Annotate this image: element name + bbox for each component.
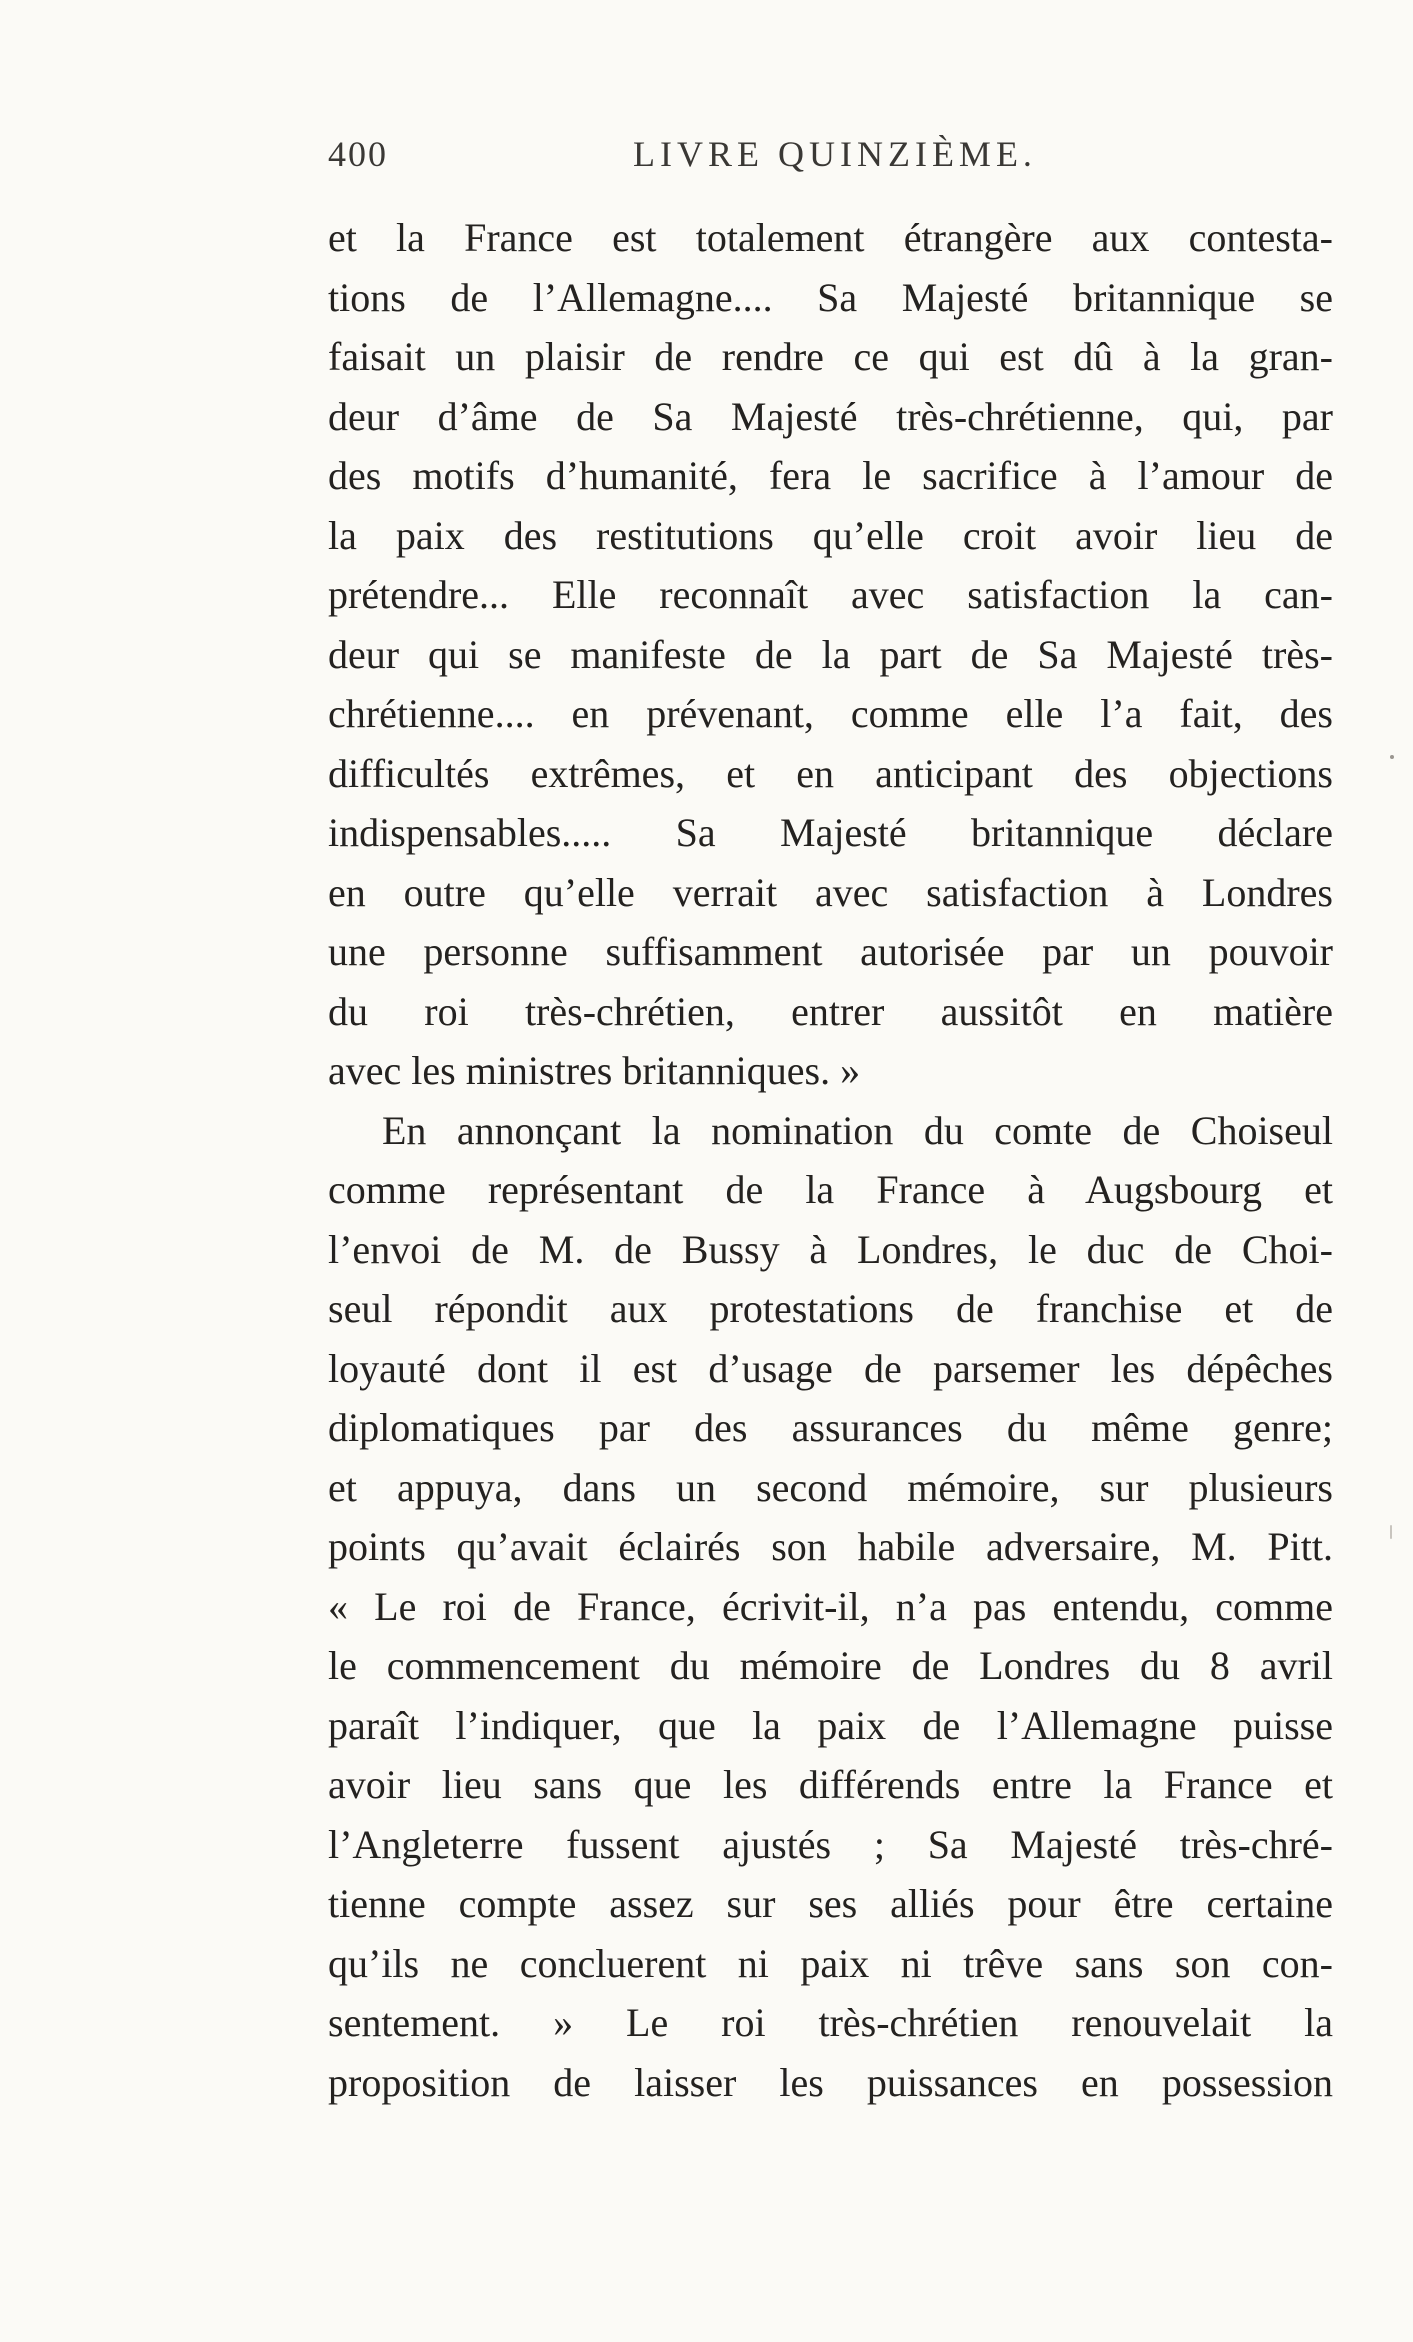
text-line: l’envoi de M. de Bussy à Londres, le duc de Choi- — [328, 1226, 1333, 1272]
text-line: indispensables..... Sa Majesté britannique déclare — [328, 810, 1333, 855]
text-line: avec les ministres britanniques. » — [328, 1048, 861, 1093]
text-line: proposition de laisser les puissances en possession — [328, 2059, 1333, 2105]
text-line: avoir lieu sans que les différends entre la France et — [328, 1762, 1333, 1807]
text-line: chrétienne.... en prévenant, comme elle l’a fait, des — [328, 691, 1333, 736]
text-line: paraît l’indiquer, que la paix de l’Allemagne puisse — [328, 1702, 1333, 1748]
text-line: des motifs d’humanité, fera le sacrifice à l’amour de — [328, 453, 1333, 498]
body-text — [328, 208, 1333, 2112]
text-line: diplomatiques par des assurances du même genre; — [328, 1405, 1333, 1450]
text-line: prétendre... Elle reconnaît avec satisfaction la can- — [328, 572, 1333, 617]
text-line: tienne compte assez sur ses alliés pour être certaine — [328, 1881, 1333, 1926]
text-line: « Le roi de France, écrivit-il, n’a pas entendu, comme — [328, 1583, 1333, 1629]
text-line: tions de l’Allemagne.... Sa Majesté britannique se — [328, 274, 1333, 320]
text-line: le commencement du mémoire de Londres du 8 avril — [328, 1643, 1333, 1688]
text-line: l’Angleterre fussent ajustés ; Sa Majesté très-chré- — [328, 1821, 1333, 1867]
text-line: en outre qu’elle verrait avec satisfaction à Londres — [328, 869, 1333, 915]
text-line: comme représentant de la France à Augsbourg et — [328, 1167, 1333, 1212]
text-line: seul répondit aux protestations de franchise et de — [328, 1286, 1333, 1331]
text-line: du roi très-chrétien, entrer aussitôt en matière — [328, 988, 1333, 1034]
text-line: faisait un plaisir de rendre ce qui est dû à la gran- — [328, 334, 1333, 379]
text-line: la paix des restitutions qu’elle croit avoir lieu de — [328, 512, 1333, 558]
text-line: loyauté dont il est d’usage de parsemer les dépêches — [328, 1345, 1333, 1391]
text-line: deur qui se manifeste de la part de Sa Majesté très- — [328, 631, 1333, 677]
text-line: points qu’avait éclairés son habile adversaire, M. Pitt. — [328, 1524, 1333, 1569]
text-line: deur d’âme de Sa Majesté très-chrétienne, qui, par — [328, 393, 1333, 439]
margin-speck — [1390, 755, 1394, 759]
text-line: sentement. » Le roi très-chrétien renouvelait la — [328, 2000, 1333, 2045]
margin-speck — [1390, 1525, 1392, 1539]
running-title: LIVRE QUINZIÈME. — [633, 134, 1037, 174]
paragraph-start-line: En annonçant la nomination du comte de Choiseul — [382, 1107, 1333, 1153]
text-line: qu’ils ne concluerent ni paix ni trêve sans son con- — [328, 1940, 1333, 1986]
text-line: et la France est totalement étrangère aux contesta- — [328, 215, 1333, 260]
text-line: une personne suffisamment autorisée par un pouvoir — [328, 929, 1333, 974]
text-line: difficultés extrêmes, et en anticipant des objections — [328, 750, 1333, 796]
text-line: et appuya, dans un second mémoire, sur plusieurs — [328, 1464, 1333, 1510]
page-number: 400 — [328, 134, 388, 174]
running-head — [328, 133, 1333, 183]
